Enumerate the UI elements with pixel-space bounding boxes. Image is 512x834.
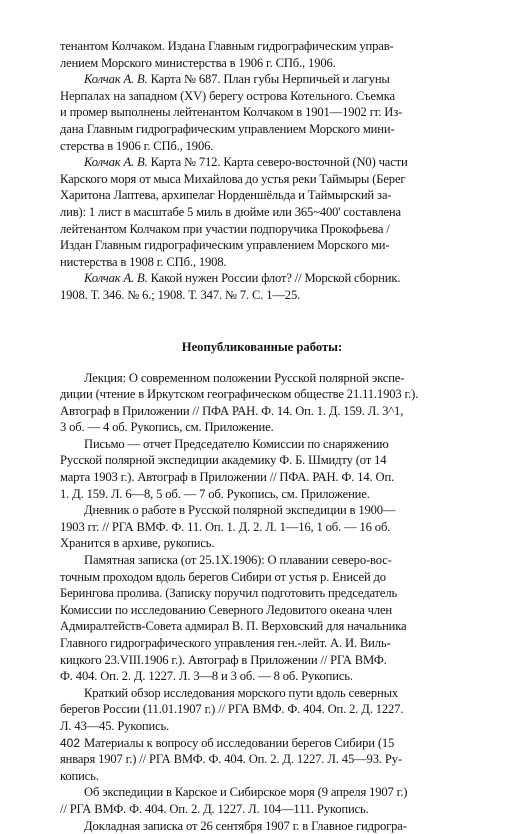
- unpublished-entry: [60, 735, 464, 785]
- text-line: точным проходом вдоль берегов Сибири от устья р. Енисей до: [60, 569, 386, 584]
- text-line: Нерпалах на западном (XV) берегу острова Котельного. Съемка: [60, 88, 395, 103]
- author-name: Колчак А. В.: [84, 72, 148, 87]
- text-line: берегов России (11.01.1907 г.) // РГА ВМФ. Ф. 404. Оп. 2. Д. 1227.: [60, 702, 404, 717]
- text-line: Комиссии по исследованию Северного Ледовитого океана член: [60, 602, 393, 617]
- text-line: стерства в 1906 г. СПб., 1906.: [60, 138, 214, 153]
- unpublished-entry: [60, 552, 464, 685]
- text-line: 3 об. — 4 об. Рукопись, см. Приложение.: [60, 420, 274, 435]
- text-line: Главного гидрографического управления ген.-лейт. А. И. Виль-: [60, 636, 391, 650]
- text-line: Карского моря от мыса Михайлова до устья реки Таймыры (Берег: [60, 171, 406, 186]
- entry-first-line: Об экспедиции в Карское и Сибирское моря (9 апреля 1907 г.): [84, 785, 408, 800]
- text-line: лив): 1 лист в масштабе 5 миль в дюйме или 365~400' составлена: [60, 204, 401, 219]
- text-line: Хранится в архиве, рукопись.: [60, 536, 215, 551]
- entry-first-line: [60, 71, 464, 88]
- unpublished-entry: [60, 784, 464, 817]
- page-body: [60, 38, 464, 834]
- text-line: 1903 гг. // РГА ВМФ. Ф. 11. Оп. 1. Д. 2. Л. 1—16, 1 об. — 16 об.: [60, 519, 391, 534]
- entry-first-line: Письмо — отчет Председателю Комиссии по снаряжению: [84, 436, 389, 451]
- section-spacer: [60, 356, 464, 370]
- entry-first-line: [60, 154, 464, 171]
- text-line: Берингова пролива. (Записку поручил подготовить председатель: [60, 586, 398, 601]
- unpublished-entry: [60, 818, 464, 834]
- text-line: дана Главным гидрографическим управлением Морского мини-: [60, 121, 395, 136]
- published-entry: [60, 270, 464, 303]
- entry-title: Карта № 687. План губы Нерпичьей и лагуны: [147, 72, 390, 87]
- published-entry: [60, 154, 464, 270]
- published-entry: [60, 71, 464, 154]
- text-line: Ф. 404. Оп. 2. Д. 1227. Л. 3—8 и 3 об. — 8 об. Рукопись.: [60, 669, 353, 684]
- page-number: 402: [60, 736, 81, 750]
- text-line: // РГА ВМФ. Ф. 404. Оп. 2. Д. 1227. Л. 104—111. Рукопись.: [60, 801, 369, 816]
- text-line: и промер выполнены лейтенантом Колчаком в 1901—1902 гг. Из-: [60, 105, 403, 120]
- unpublished-entry: [60, 502, 464, 552]
- entry-first-line: [60, 270, 464, 287]
- text-line: Русской полярной экспедиции академику Ф. Б. Шмидту (от 14: [60, 453, 387, 468]
- text-line: Л. 43—45. Рукопись.: [60, 718, 170, 733]
- entry-title: Карта № 712. Карта северо-восточной (N0) части: [147, 155, 408, 170]
- entry-title: Какой нужен России флот? // Морской сборник.: [147, 271, 401, 286]
- text-line: марта 1903 г.). Автограф в Приложении // ПФА. РАН. Ф. 14. Оп.: [60, 470, 395, 485]
- text-line: кицкого 23.VIII.1906 г.). Автограф в Приложении // РГА ВМФ.: [60, 652, 387, 667]
- unpublished-entry: [60, 685, 464, 735]
- text-line: копись.: [60, 768, 99, 783]
- entry-first-line: Дневник о работе в Русской полярной экспедиции в 1900—: [84, 503, 396, 518]
- text-line: Издан Главным гидрографическим управлением Морского ми-: [60, 238, 390, 253]
- text-line: диции (чтение в Иркутском географическом обществе 21.11.1903 г.).: [60, 387, 419, 402]
- text-line: Автограф в Приложении // ПФА РАН. Ф. 14. Оп. 1. Д. 159. Л. 3^1,: [60, 403, 404, 418]
- published-entry: [60, 38, 464, 71]
- entry-first-line: Докладная записка от 26 сентября 1907 г. в Главное гидрогра-: [84, 818, 407, 833]
- author-name: Колчак А. В.: [84, 155, 148, 170]
- unpublished-entry: [60, 370, 464, 436]
- section-heading: Неопубликованные работы:: [181, 339, 343, 354]
- entry-first-line: Материалы к вопросу об исследовании берегов Сибири (15: [84, 735, 395, 750]
- text-line: Харитона Лаптева, архипелаг Норденшёльда и Таймырский за-: [60, 188, 392, 203]
- text-line: лением Морского министерства в 1906 г. СПб., 1906.: [60, 55, 336, 70]
- text-line: Адмиралтейств-Совета адмирал В. П. Верховский для начальника: [60, 619, 407, 634]
- author-name: Колчак А. В.: [84, 271, 148, 286]
- entry-first-line: Краткий обзор исследования морского пути вдоль северных: [84, 685, 399, 700]
- text-line: нистерства в 1908 г. СПб., 1908.: [60, 254, 227, 269]
- text-line: 1908. Т. 346. № 6.; 1908. Т. 347. № 7. С. 1—25.: [60, 287, 301, 302]
- entry-first-line: Памятная записка (от 25.1X.1906): О плавании северо-вос-: [84, 553, 392, 568]
- text-line: лейтенантом Колчаком при участии подпоручика Прокофьева /: [60, 221, 390, 236]
- text-line: тенантом Колчаком. Издана Главным гидрографическим управ-: [60, 39, 394, 53]
- entry-first-line: Лекция: О современном положении Русской полярной экспе-: [84, 370, 405, 385]
- unpublished-entry: [60, 436, 464, 502]
- text-line: января 1907 г.) // РГА ВМФ. Ф. 404. Оп. 2. Д. 1227. Л. 45—93. Ру-: [60, 752, 402, 767]
- section-spacer: [60, 304, 464, 338]
- text-line: 1. Д. 159. Л. 6—8, 5 об. — 7 об. Рукопись, см. Приложение.: [60, 486, 370, 501]
